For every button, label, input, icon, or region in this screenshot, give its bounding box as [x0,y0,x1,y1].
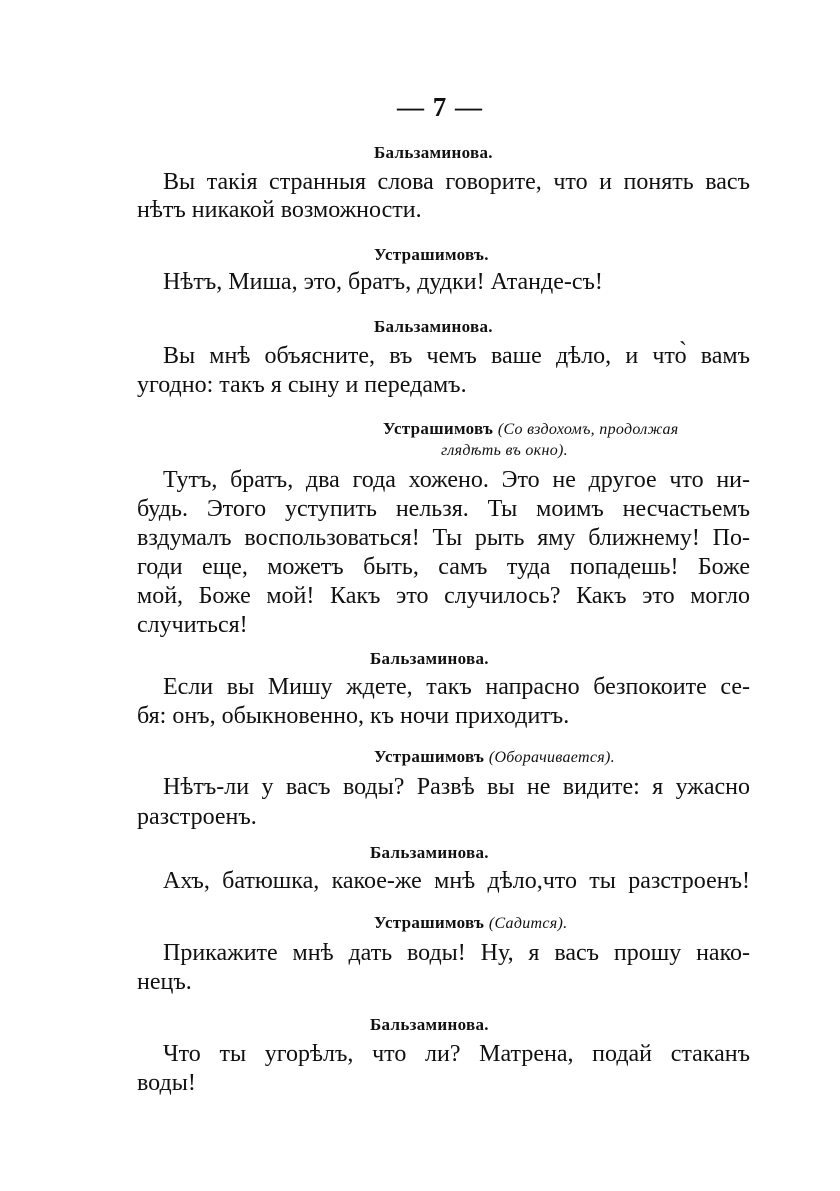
text-line: Прикажите мнѣ дать воды! Ну, я васъ прошу нако- [163,940,750,966]
text-line: Вы такія странныя слова говорите, что и понять васъ [163,169,750,195]
speaker-with-direction [374,913,567,933]
page-number: — 7 — [397,92,483,122]
speaker-name: Бальзаминова. [370,1015,489,1034]
speaker-name: Устрашимовъ. [374,245,489,264]
text-line: Если вы Мишу ждете, такъ напрасно безпокоите се- [163,674,750,700]
text-line: будь. Этого уступить нельзя. Ты моимъ несчастьемъ [137,496,750,522]
text-line: вздумалъ воспользоваться! Ты рыть яму ближнему! По- [137,525,750,551]
stage-direction: (Со вздохомъ, продолжая [497,421,679,438]
speaker-name: Устрашимовъ [374,913,485,932]
text-line: нѣтъ никакой возможности. [137,197,422,223]
text-line: Тутъ, братъ, два года хожено. Это не другое что ни- [163,467,750,493]
text-line: мой, Боже мой! Какъ это случилось? Какъ это могло [137,583,750,609]
stage-direction-continued [441,440,568,460]
speaker-name: Устрашимовъ [383,419,494,438]
speaker-name: Устрашимовъ [374,747,485,766]
text-line: нецъ. [137,969,192,995]
text-line: Нѣтъ, Миша, это, братъ, дудки! Атанде-съ! [163,269,603,295]
text-line: Что ты угорѣлъ, что ли? Матрена, подай стаканъ [163,1041,750,1067]
text-line: Вы мнѣ объясните, въ чемъ ваше дѣло, и что̀ вамъ [163,343,750,369]
speaker-name: Бальзаминова. [370,649,489,668]
speaker-name: Бальзаминова. [370,843,489,862]
text-line: бя: онъ, обыкновенно, къ ночи приходитъ. [137,703,570,729]
text-line: годи еще, можетъ быть, самъ туда попадешь! Боже [137,554,750,580]
stage-direction: (Садится). [488,915,568,932]
speaker-with-direction [374,747,615,767]
speaker-name: Бальзаминова. [374,143,493,162]
text-line: разстроенъ. [137,804,257,830]
speaker-name: Бальзаминова. [374,317,493,336]
text-line: воды! [137,1070,196,1096]
stage-direction: глядѣть въ окно). [441,442,568,459]
text-line: Ахъ, батюшка, какое-же мнѣ дѣло,что ты разстроенъ! [163,868,750,894]
stage-direction: (Оборачивается). [488,749,615,766]
text-line: угодно: такъ я сыну и передамъ. [137,372,467,398]
speaker-with-direction [383,419,679,439]
text-line: случиться! [137,612,248,638]
text-line: Нѣтъ-ли у васъ воды? Развѣ вы не видите: я ужасно [163,774,750,800]
